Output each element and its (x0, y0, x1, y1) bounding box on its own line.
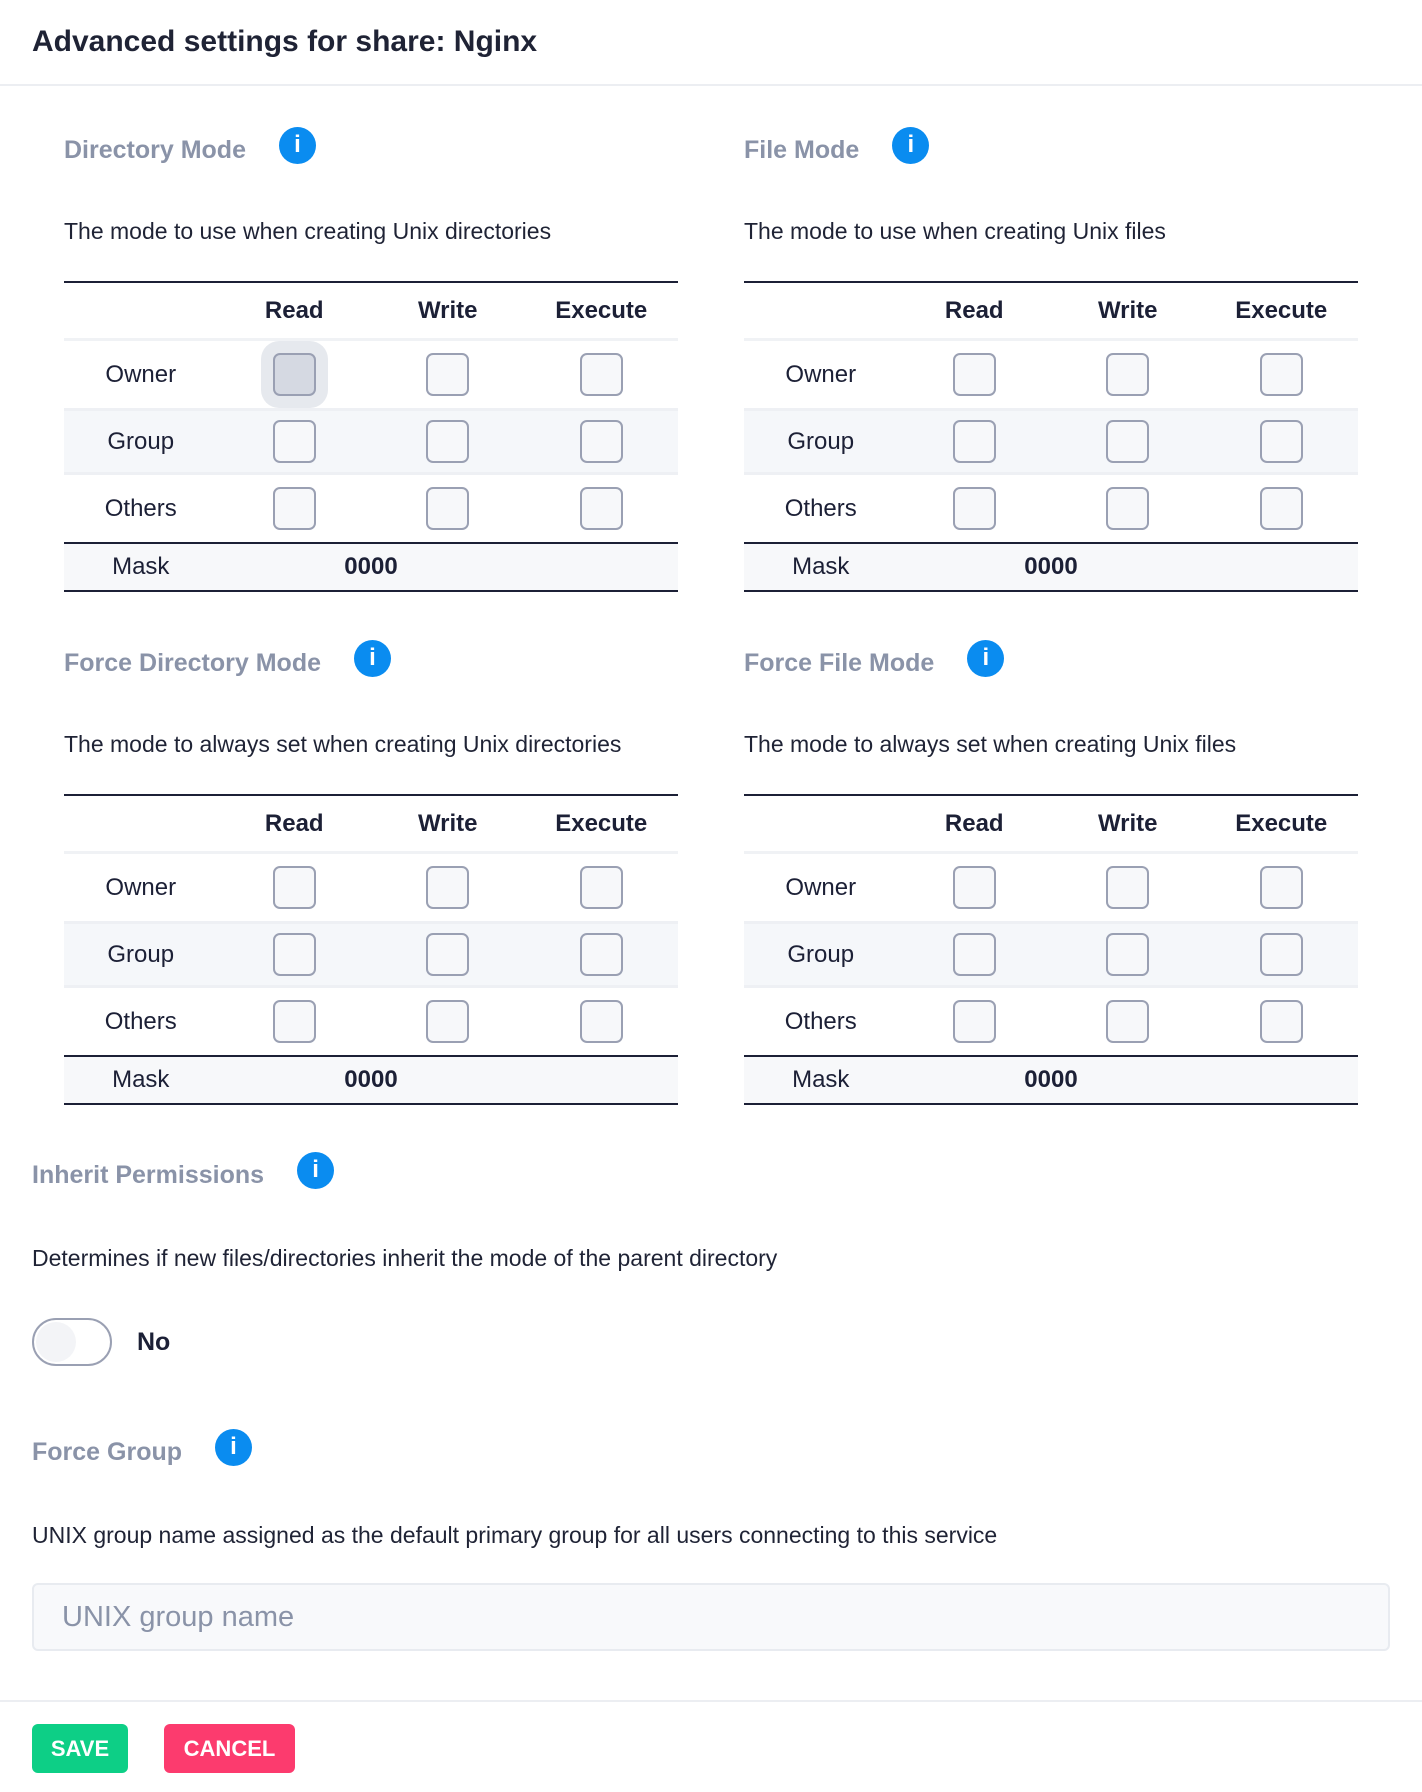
column-header: Read (944, 296, 1004, 324)
mask-label: Mask (112, 553, 170, 580)
column-header: Execute (1235, 296, 1328, 324)
owner-execute-checkbox[interactable] (1260, 353, 1303, 396)
group-execute-checkbox[interactable] (580, 420, 623, 463)
group-execute-checkbox[interactable] (1260, 933, 1303, 976)
section-description: The mode to always set when creating Unix files (744, 731, 1237, 757)
row-label: Others (784, 1007, 857, 1035)
others-read-checkbox[interactable] (273, 487, 316, 530)
dialog-header (0, 0, 1422, 86)
section-title: Force Group (32, 1437, 183, 1466)
mask-row (64, 1055, 678, 1105)
mask-row (744, 542, 1358, 592)
mask-label: Mask (792, 1066, 850, 1093)
permission-table (64, 281, 678, 592)
table-row (64, 921, 678, 988)
others-read-checkbox[interactable] (273, 1000, 316, 1043)
toggle-label: No (137, 1327, 171, 1356)
section-description: The mode to use when creating Unix directories (64, 218, 552, 244)
mask-label: Mask (792, 553, 850, 580)
table-row (64, 475, 678, 542)
others-write-checkbox[interactable] (426, 487, 469, 530)
info-icon[interactable]: i (215, 1429, 252, 1466)
table-header (64, 796, 678, 854)
owner-read-checkbox[interactable] (273, 866, 316, 909)
force-group-input[interactable] (32, 1583, 1390, 1651)
group-execute-checkbox[interactable] (580, 933, 623, 976)
force-directory-mode-section (64, 643, 678, 1105)
permission-table (744, 794, 1358, 1105)
info-icon[interactable]: i (892, 127, 929, 164)
owner-write-checkbox[interactable] (426, 866, 469, 909)
group-read-checkbox[interactable] (273, 420, 316, 463)
mask-label: Mask (112, 1066, 170, 1093)
mask-value: 0000 (344, 1066, 398, 1093)
info-icon[interactable]: i (967, 640, 1004, 677)
row-label: Group (787, 940, 855, 968)
section-description: The mode to always set when creating Unix directories (64, 731, 622, 757)
mask-value: 0000 (344, 553, 398, 580)
group-write-checkbox[interactable] (1106, 933, 1149, 976)
row-label: Others (104, 1007, 177, 1035)
section-title: Directory Mode (64, 135, 246, 164)
section-description: UNIX group name assigned as the default primary group for all users connecting to this service (32, 1522, 998, 1548)
column-header: Write (1097, 809, 1158, 837)
table-row (744, 988, 1358, 1055)
inherit-permissions-section (32, 1155, 1390, 1366)
permission-table (744, 281, 1358, 592)
others-read-checkbox[interactable] (953, 1000, 996, 1043)
cancel-button[interactable]: CANCEL (164, 1724, 295, 1773)
toggle-knob (36, 1322, 76, 1362)
row-label: Others (784, 494, 857, 522)
table-row (64, 854, 678, 921)
group-execute-checkbox[interactable] (1260, 420, 1303, 463)
column-header: Read (264, 296, 324, 324)
section-description: Determines if new files/directories inherit the mode of the parent directory (32, 1245, 778, 1271)
owner-write-checkbox[interactable] (426, 353, 469, 396)
table-header (744, 283, 1358, 341)
table-row (744, 475, 1358, 542)
column-header: Execute (1235, 809, 1328, 837)
table-row (64, 408, 678, 475)
permission-table (64, 794, 678, 1105)
group-write-checkbox[interactable] (426, 933, 469, 976)
others-execute-checkbox[interactable] (1260, 1000, 1303, 1043)
others-write-checkbox[interactable] (1106, 487, 1149, 530)
section-title: Force File Mode (744, 648, 935, 677)
mask-value: 0000 (1024, 553, 1078, 580)
row-label: Owner (785, 360, 857, 388)
row-label: Owner (785, 873, 857, 901)
column-header: Read (264, 809, 324, 837)
group-read-checkbox[interactable] (273, 933, 316, 976)
save-button[interactable]: SAVE (32, 1724, 128, 1773)
others-write-checkbox[interactable] (426, 1000, 469, 1043)
table-row (64, 988, 678, 1055)
section-title: File Mode (744, 135, 860, 164)
others-execute-checkbox[interactable] (580, 487, 623, 530)
group-write-checkbox[interactable] (1106, 420, 1149, 463)
owner-write-checkbox[interactable] (1106, 353, 1149, 396)
group-read-checkbox[interactable] (953, 933, 996, 976)
others-execute-checkbox[interactable] (1260, 487, 1303, 530)
owner-read-checkbox[interactable] (273, 353, 316, 396)
table-row (64, 341, 678, 408)
row-label: Owner (105, 360, 177, 388)
mask-row (64, 542, 678, 592)
row-label: Group (787, 427, 855, 455)
directory-mode-section (64, 130, 678, 592)
section-title: Inherit Permissions (32, 1160, 265, 1189)
others-write-checkbox[interactable] (1106, 1000, 1149, 1043)
footer-divider (0, 1700, 1422, 1702)
column-header: Read (944, 809, 1004, 837)
others-read-checkbox[interactable] (953, 487, 996, 530)
inherit-permissions-toggle[interactable] (32, 1318, 112, 1366)
mask-row (744, 1055, 1358, 1105)
file-mode-section (744, 130, 1358, 592)
section-description: The mode to use when creating Unix files (744, 218, 1166, 244)
dialog-title: Advanced settings for share: Nginx (32, 25, 538, 58)
info-icon[interactable]: i (279, 127, 316, 164)
column-header: Execute (555, 296, 648, 324)
column-header: Write (417, 296, 478, 324)
owner-execute-checkbox[interactable] (1260, 866, 1303, 909)
group-read-checkbox[interactable] (953, 420, 996, 463)
mask-value: 0000 (1024, 1066, 1078, 1093)
force-group-section (32, 1432, 1390, 1651)
info-icon[interactable]: i (354, 640, 391, 677)
row-label: Group (107, 427, 175, 455)
table-row (744, 341, 1358, 408)
table-header (64, 283, 678, 341)
info-icon[interactable]: i (297, 1152, 334, 1189)
table-row (744, 854, 1358, 921)
row-label: Owner (105, 873, 177, 901)
owner-write-checkbox[interactable] (1106, 866, 1149, 909)
section-title: Force Directory Mode (64, 648, 322, 677)
row-label: Group (107, 940, 175, 968)
table-row (744, 921, 1358, 988)
table-header (744, 796, 1358, 854)
others-execute-checkbox[interactable] (580, 1000, 623, 1043)
group-write-checkbox[interactable] (426, 420, 469, 463)
column-header: Write (1097, 296, 1158, 324)
force-file-mode-section (744, 643, 1358, 1105)
row-label: Others (104, 494, 177, 522)
column-header: Write (417, 809, 478, 837)
column-header: Execute (555, 809, 648, 837)
owner-execute-checkbox[interactable] (580, 866, 623, 909)
table-row (744, 408, 1358, 475)
owner-read-checkbox[interactable] (953, 866, 996, 909)
owner-execute-checkbox[interactable] (580, 353, 623, 396)
owner-read-checkbox[interactable] (953, 353, 996, 396)
